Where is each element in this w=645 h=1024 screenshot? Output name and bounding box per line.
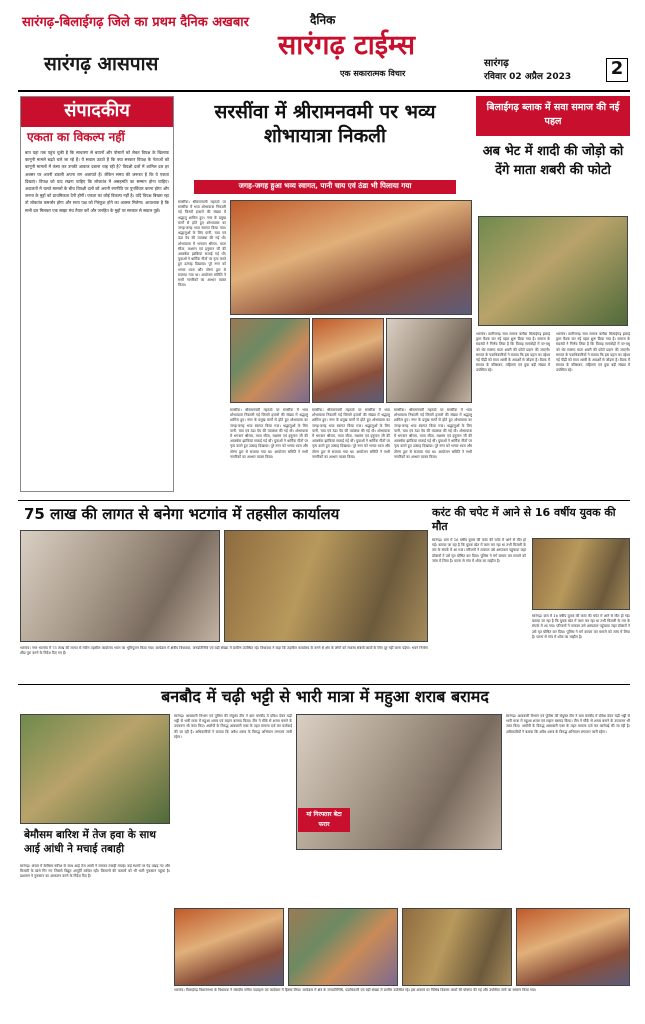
lead-photo-tableau xyxy=(312,318,384,403)
lead-photo-procession xyxy=(230,200,472,315)
lead-body-col4: सरसींवा। श्रीरामनवमी महापर्व पर सरसींवा में भव्य शोभायात्रा निकाली गई जिसमें हजारों की संख्या में श्रद्धालु शामिल हुए। नगर के प्रमुख मार्गों से होते हुए शोभायात्रा का जगह-जगह भव्य स्वागत किया गया। श्रद्धालुओं के लिए पानी, चाय एवं ठंडा पेय की व्यवस्था की गई थी। शोभायात्रा में भगवान श्रीराम, माता सीता, लक्ष्मण एवं हनुमान जी की आकर्षक झांकियां सजाई गई थीं। युवाओं ने धार्मिक गीतों पर नृत्य करते हुए उत्साह दिखाया। पूरे नगर को भगवा ध्वज और तोरण द्वार से सजाया गया था। आयोजन समिति ने सभी नागरिकों का आभार व्यक्त किया। xyxy=(394,408,472,459)
editorial-body: बात यहां तक पहुंच चुकी है कि साधारण से बयानों और पोस्टरों को लेकर विपक्ष के खिलाफ कानूनी मामले बढ़ते चले जा रहे हैं। ये सवाल उठाते हैं कि क्या सरकार विपक्ष के नेताओं को कानूनी मामलों में फंसा कर उनकी आवाज दबाना चाह रही है? विपक्षी दलों में शामिल दल हर अवसर पर अपनी डफली अपना राग अलापते हैं। लेकिन समय की जरूरत है कि वे एकता दिखाएं। विपक्ष को याद रखना चाहिए कि लोकतंत्र में असहमति का सम्मान होना चाहिए। अदालतों में चलते मामलों के बीच विपक्षी दलों को अपनी रणनीति पर पुनर्विचार करना होगा और जनता के मुद्दों को प्राथमिकता देनी होगी। एकता का कोई विकल्प नहीं है। यदि विपक्ष बिखरा रहा तो लोकतंत्र कमजोर होगा और सत्ता पक्ष को निरंकुश होने का अवसर मिलेगा। आवश्यक है कि सभी दल मिलकर एक साझा मंच तैयार करें और जनहित के मुद्दों पर सरकार से सवाल पूछें। xyxy=(25,150,169,213)
tehsil-photo-2 xyxy=(224,530,428,642)
tehsil-photo-1 xyxy=(20,530,220,642)
masthead-daily: दैनिक xyxy=(310,13,336,27)
current-body-col1: सारंगढ़। ग्राम में 16 वर्षीय युवक की करंट की चपेट में आने से मौत हो गई। बताया जा रहा है कि युवक खेत में काम कर रहा था तभी बिजली के तार के संपर्क में आ गया। परिजनों ने तत्काल उसे अस्पताल पहुंचाया जहां डॉक्टरों ने उसे मृत घोषित कर दिया। पुलिस ने मर्ग कायम कर मामले को जांच में लिया है। घटना से गांव में शोक का माहौल है। xyxy=(432,538,526,563)
feature-kicker: बिलाईगढ़ ब्लाक में सवा समाज की नई पहल xyxy=(476,96,630,136)
bottom-caption: भटगांव। विलाईगढ़ विधानसभा के विधायक ने संसदीय सचिव पदग्रहण एवं कार्यक्रम में हिस्सा लिया। कार्यक्रम में क्षेत्र के जनप्रतिनिधि, पदाधिकारी एवं बड़ी संख्या में ग्रामीण उपस्थित रहे। इस अवसर पर विभिन्न विकास कार्यों की घोषणा की गई और उपस्थित जनों का सम्मान किया गया। xyxy=(174,988,537,992)
editorial-column xyxy=(20,96,174,492)
story-storm xyxy=(20,714,170,1014)
storm-photo xyxy=(20,714,170,824)
row-divider-2 xyxy=(18,684,630,685)
tehsil-body: भटगांव। नगर भटगांव में 75 लाख की लागत से नवीन तहसील कार्यालय भवन का भूमिपूजन किया गया। कार्यक्रम में क्षेत्रीय विधायक, जनप्रतिनिधि एवं बड़ी संख्या में ग्रामीण उपस्थित रहे। विधायक ने कहा कि तहसील कार्यालय के बनने से क्षेत्र के लोगों को राजस्व संबंधी कार्यों के लिए दूर नहीं जाना पड़ेगा। भवन निर्माण शीघ्र पूरा करने के निर्देश दिए गए हैं। xyxy=(20,646,428,656)
lead-body-col1: सरसींवा। श्रीरामनवमी महापर्व पर सरसींवा में भव्य शोभायात्रा निकाली गई जिसमें हजारों की संख्या में श्रद्धालु शामिल हुए। नगर के प्रमुख मार्गों से होते हुए शोभायात्रा का जगह-जगह भव्य स्वागत किया गया। श्रद्धालुओं के लिए पानी, चाय एवं ठंडा पेय की व्यवस्था की गई थी। शोभायात्रा में भगवान श्रीराम, माता सीता, लक्ष्मण एवं हनुमान जी की आकर्षक झांकियां सजाई गई थीं। युवाओं ने धार्मिक गीतों पर नृत्य करते हुए उत्साह दिखाया। पूरे नगर को भगवा ध्वज और तोरण द्वार से सजाया गया था। आयोजन समिति ने सभी नागरिकों का आभार व्यक्त किया। xyxy=(178,200,226,288)
current-photo xyxy=(532,538,630,610)
story-current xyxy=(432,504,630,680)
masthead-city: सारंगढ़ xyxy=(484,58,509,69)
feature-body-col1: भटगांव। छत्तीसगढ़ सवा समाज बलौदा बिलाईगढ़ इकाई द्वारा बैठक कर नई पहल शुरू किया गया है। समाज के सदस्यों ने निर्णय लिया है कि विवाह समारोहों में वर-वधू को भेंट स्वरूप माता शबरी की फोटो प्रदान की जाएगी। समाज के पदाधिकारियों ने बताया कि इस पहल का उद्देश्य नई पीढ़ी को माता शबरी के आदर्शों से जोड़ना है। बैठक में समाज के वरिष्ठजन, महिलाएं एवं युवा बड़ी संख्या में उपस्थित रहे। xyxy=(476,332,550,373)
masthead-motto: एक सकारात्मक विचार xyxy=(340,69,406,78)
editorial-header: संपादकीय xyxy=(21,97,173,127)
storm-body: सारंगढ़। अंचल में बेमौसम बारिश के साथ आई तेज आंधी ने जमकर तबाही मचाई। कई स्थानों पर पेड़ उखड़ गए और बिजली के खंभे गिर गए जिससे विद्युत आपूर्ति बाधित रही। किसानों की फसलों को भी भारी नुकसान पहुंचा है। प्रशासन ने नुकसान का आकलन करने के निर्देश दिए हैं। xyxy=(20,864,170,879)
current-body-col2: सारंगढ़। ग्राम में 16 वर्षीय युवक की करंट की चपेट में आने से मौत हो गई। बताया जा रहा है कि युवक खेत में काम कर रहा था तभी बिजली के तार के संपर्क में आ गया। परिजनों ने तत्काल उसे अस्पताल पहुंचाया जहां डॉक्टरों ने उसे मृत घोषित कर दिया। पुलिस ने मर्ग कायम कर मामले को जांच में लिया है। घटना से गांव में शोक का माहौल है। xyxy=(532,614,630,639)
lead-body-col3: सरसींवा। श्रीरामनवमी महापर्व पर सरसींवा में भव्य शोभायात्रा निकाली गई जिसमें हजारों की संख्या में श्रद्धालु शामिल हुए। नगर के प्रमुख मार्गों से होते हुए शोभायात्रा का जगह-जगह भव्य स्वागत किया गया। श्रद्धालुओं के लिए पानी, चाय एवं ठंडा पेय की व्यवस्था की गई थी। शोभायात्रा में भगवान श्रीराम, माता सीता, लक्ष्मण एवं हनुमान जी की आकर्षक झांकियां सजाई गई थीं। युवाओं ने धार्मिक गीतों पर नृत्य करते हुए उत्साह दिखाया। पूरे नगर को भगवा ध्वज और तोरण द्वार से सजाया गया था। आयोजन समिति ने सभी नागरिकों का आभार व्यक्त किया। xyxy=(312,408,390,459)
bottom-photo-2 xyxy=(288,908,398,986)
liquor-headline: बनबौद में चढ़ी भट्टी से भारी मात्रा में महुआ शराब बरामद xyxy=(161,687,489,706)
story-tehsil xyxy=(20,504,428,680)
liquor-photo-caption: मां गिरफ्तार बेटा फरार xyxy=(298,808,350,832)
right-feature xyxy=(476,96,630,496)
liquor-body-col2: सारंगढ़। आबकारी विभाग एवं पुलिस की संयुक्त टीम ने ग्राम बनबौद में दबिश देकर चढ़ी भट्टी से भारी मात्रा में महुआ शराब एवं लहान बरामद किया। टीम ने मौके से शराब बनाने के उपकरण भी जब्त किए। आरोपी के विरुद्ध आबकारी एक्ट के तहत मामला दर्ज कर कार्रवाई की जा रही है। अधिकारियों ने बताया कि अवैध शराब के विरुद्ध अभियान लगातार जारी रहेगा। xyxy=(506,714,630,734)
lead-body-col2: सरसींवा। श्रीरामनवमी महापर्व पर सरसींवा में भव्य शोभायात्रा निकाली गई जिसमें हजारों की संख्या में श्रद्धालु शामिल हुए। नगर के प्रमुख मार्गों से होते हुए शोभायात्रा का जगह-जगह भव्य स्वागत किया गया। श्रद्धालुओं के लिए पानी, चाय एवं ठंडा पेय की व्यवस्था की गई थी। शोभायात्रा में भगवान श्रीराम, माता सीता, लक्ष्मण एवं हनुमान जी की आकर्षक झांकियां सजाई गई थीं। युवाओं ने धार्मिक गीतों पर नृत्य करते हुए उत्साह दिखाया। पूरे नगर को भगवा ध्वज और तोरण द्वार से सजाया गया था। आयोजन समिति ने सभी नागरिकों का आभार व्यक्त किया। xyxy=(230,408,308,459)
lead-photo-vehicle xyxy=(386,318,472,403)
paper-name: सारंगढ़ टाईम्स xyxy=(278,30,415,61)
lead-photo-crowd xyxy=(230,318,310,403)
feature-body-col2: भटगांव। छत्तीसगढ़ सवा समाज बलौदा बिलाईगढ़ इकाई द्वारा बैठक कर नई पहल शुरू किया गया है। समाज के सदस्यों ने निर्णय लिया है कि विवाह समारोहों में वर-वधू को भेंट स्वरूप माता शबरी की फोटो प्रदान की जाएगी। समाज के पदाधिकारियों ने बताया कि इस पहल का उद्देश्य नई पीढ़ी को माता शबरी के आदर्शों से जोड़ना है। बैठक में समाज के वरिष्ठजन, महिलाएं एवं युवा बड़ी संख्या में उपस्थित रहे। xyxy=(556,332,630,373)
bottom-photo-4 xyxy=(516,908,630,986)
liquor-body-col1: सारंगढ़। आबकारी विभाग एवं पुलिस की संयुक्त टीम ने ग्राम बनबौद में दबिश देकर चढ़ी भट्टी से भारी मात्रा में महुआ शराब एवं लहान बरामद किया। टीम ने मौके से शराब बनाने के उपकरण भी जब्त किए। आरोपी के विरुद्ध आबकारी एक्ट के तहत मामला दर्ज कर कार्रवाई की जा रही है। अधिकारियों ने बताया कि अवैध शराब के विरुद्ध अभियान लगातार जारी रहेगा। xyxy=(174,714,292,739)
masthead xyxy=(0,0,645,92)
storm-headline: बेमौसम बारिश में तेज हवा के साथ आई आंधी ने मचाई तबाही xyxy=(24,829,156,855)
current-headline: करंट की चपेट में आने से 16 वर्षीय युवक की मौत xyxy=(432,506,616,533)
bottom-photo-3 xyxy=(402,908,512,986)
bottom-photo-1 xyxy=(174,908,284,986)
lead-headline: सरसींवा में श्रीरामनवमी पर भव्य शोभायात्रा निकली xyxy=(214,101,436,147)
page-number: 2 xyxy=(606,58,628,82)
feature-headline: अब भेट में शादी की जोड़ो को देंगे माता शबरी की फोटो xyxy=(482,144,624,178)
bottom-photo-row xyxy=(174,908,630,986)
row-divider-1 xyxy=(18,500,630,501)
section-title: सारंगढ़ आसपास xyxy=(44,53,159,75)
lead-story xyxy=(178,96,472,496)
masthead-rule xyxy=(18,90,630,92)
editorial-title: एकता का विकल्प नहीं xyxy=(27,130,125,144)
feature-photo xyxy=(478,216,628,326)
masthead-date: रविवार 02 अप्रैल 2023 xyxy=(484,72,572,82)
masthead-tagline: सारंगढ़-बिलाईगढ़ जिले का प्रथम दैनिक अखबार xyxy=(22,15,249,30)
tehsil-headline: 75 लाख की लागत से बनेगा भटगांव में तहसील कार्यालय xyxy=(24,505,340,523)
lead-subhead: जगह-जगह हुआ भव्य स्वागत, पानी चाय एवं ठंडा भी पिलाया गया xyxy=(194,180,456,194)
